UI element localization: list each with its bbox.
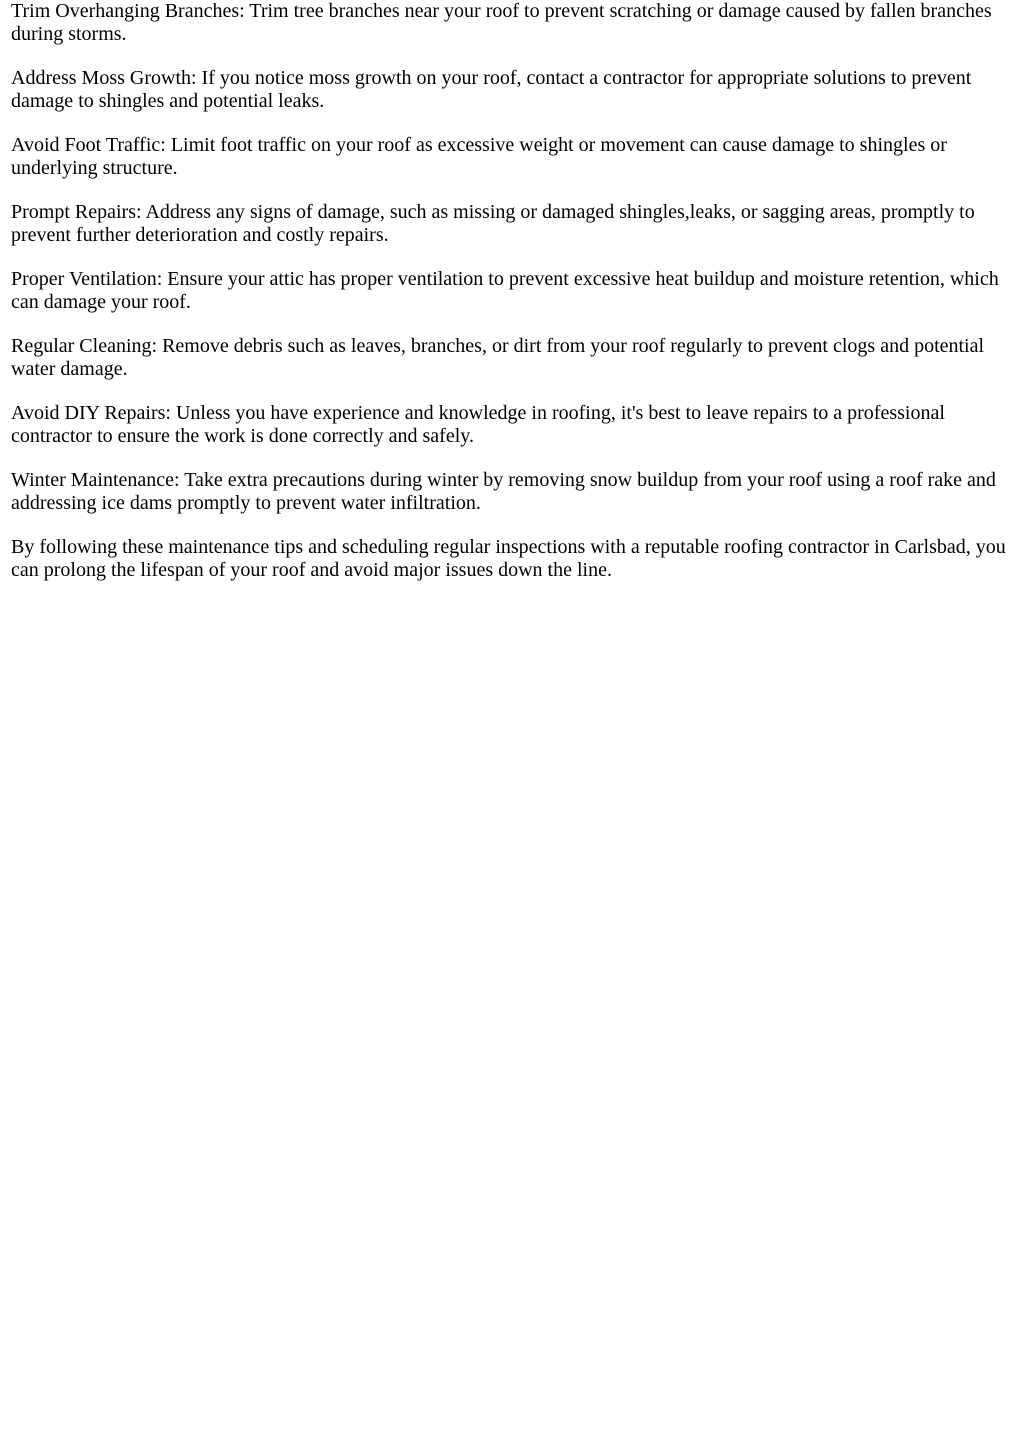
tip-regular-cleaning: Regular Cleaning: Remove debris such as leaves, branches, or dirt from your roof regularly to prevent clogs and potential water damage. — [11, 335, 985, 380]
tip-proper-ventilation: Proper Ventilation: Ensure your attic has proper ventilation to prevent excessive heat buildup and moisture retention, which can damage your roof. — [11, 268, 999, 313]
tip-avoid-foot-traffic: Avoid Foot Traffic: Limit foot traffic on your roof as excessive weight or movement can cause damage to shingles or underlying structure. — [11, 134, 947, 179]
tip-trim-overhanging-branches: Trim Overhanging Branches: Trim tree branches near your roof to prevent scratching or damage caused by fallen branches during storms. — [11, 0, 992, 45]
tip-prompt-repairs: Prompt Repairs: Address any signs of damage, such as missing or damaged shingles,leaks, or sagging areas, promptly to prevent further deterioration and costly repairs. — [11, 201, 975, 246]
tip-avoid-diy-repairs: Avoid DIY Repairs: Unless you have experience and knowledge in roofing, it's best to leave repairs to a professional contractor to ensure the work is done correctly and safely. — [11, 402, 945, 447]
tip-winter-maintenance: Winter Maintenance: Take extra precautions during winter by removing snow buildup from your roof using a roof rake and addressing ice dams promptly to prevent water infiltration. — [11, 469, 996, 514]
document-body — [11, 0, 1011, 603]
tip-address-moss-growth: Address Moss Growth: If you notice moss growth on your roof, contact a contractor for appropriate solutions to prevent damage to shingles and potential leaks. — [11, 67, 972, 112]
closing-paragraph: By following these maintenance tips and scheduling regular inspections with a reputable roofing contractor in Carlsbad, you can prolong the lifespan of your roof and avoid major issues down the line. — [11, 536, 1006, 581]
